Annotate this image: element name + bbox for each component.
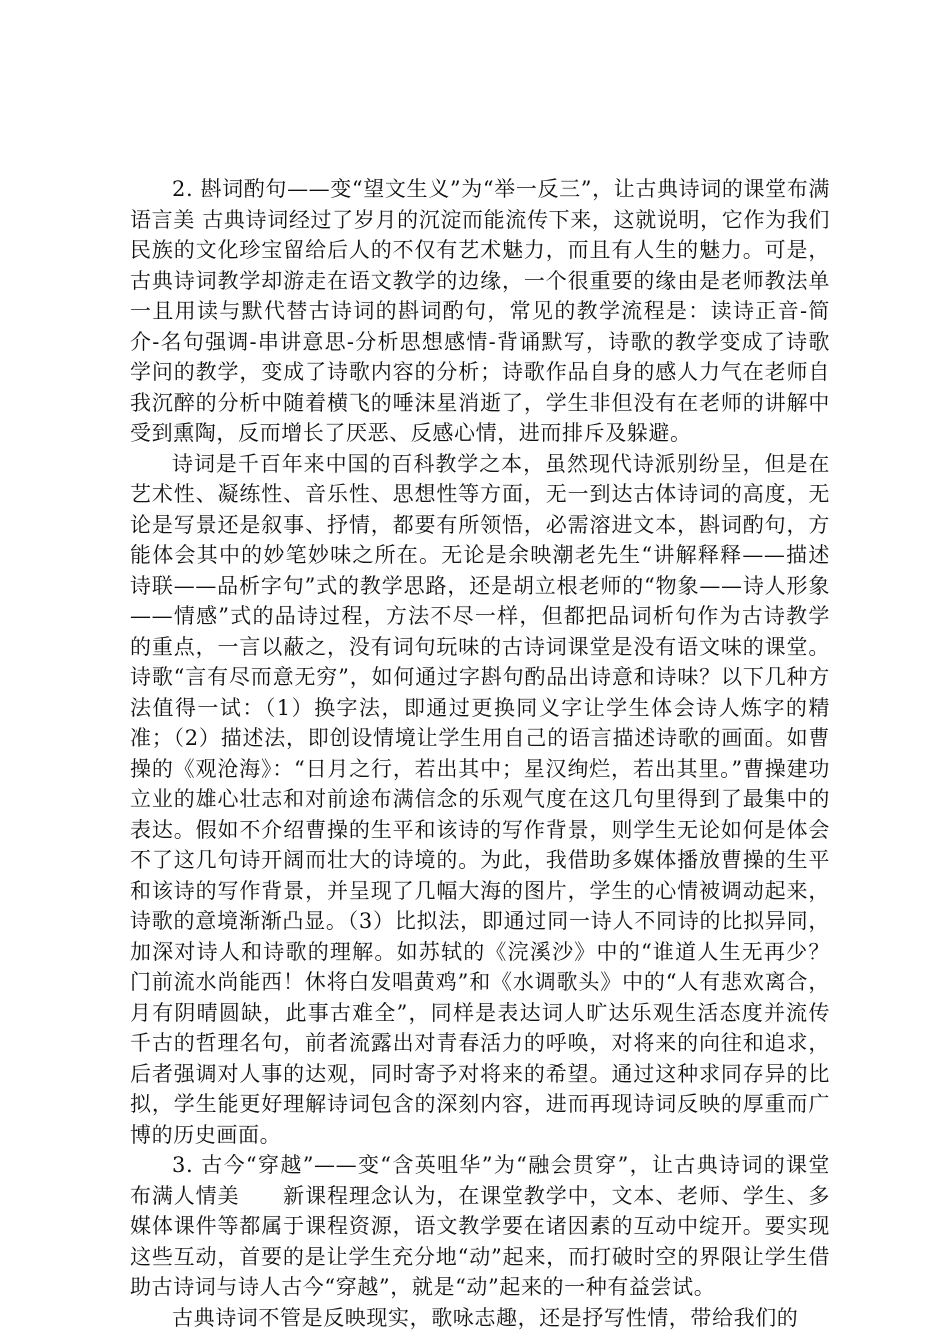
paragraph-poetry-methods: 诗词是千百年来中国的百科教学之本，虽然现代诗派别纷呈，但是在艺术性、凝练性、音乐性、思想性等方面，无一到达古体诗词的高度，无论是写景还是叙事、抒情，都要有所领悟，必需溶进文本，斟词酌句，方能体会其中的妙笔妙味之所在。无论是余映潮老先生“讲解释释——描述诗联——品析字句”式的教学思路，还是胡立根老师的“物象——诗人形象——情感”式的品诗过程，方法不尽一样，但都把品词析句作为古诗教学的重点，一言以蔽之，没有词句玩味的古诗词课堂是没有语文味的课堂。诗歌“言有尽而意无穷”，如何通过字斟句酌品出诗意和诗味？以下几种方法值得一试：（1）换字法，即通过更换同义字让学生体会诗人炼字的精准；（2）描述法，即创设情境让学生用自己的语言描述诗歌的画面。如曹操的《观沧海》：“日月之行，若出其中；星汉绚烂，若出其里。”曹操建功立业的雄心壮志和对前途布满信念的乐观气度在这几句里得到了最集中的表达。假如不介绍曹操的生平和该诗的写作背景，则学生无论如何是体会不了这几句诗开阔而壮大的诗境的。为此，我借助多媒体播放曹操的生平和该诗的写作背景，并呈现了几幅大海的图片，学生的心情被调动起来，诗歌的意境渐渐凸显。（3）比拟法，即通过同一诗人不同诗的比拟异同，加深对诗人和诗歌的理解。如苏轼的《浣溪沙》中的“谁道人生无再少？门前流水尚能西！休将白发唱黄鸡”和《水调歌头》中的“人有悲欢离合，月有阴晴圆缺，此事古难全”，同样是表达词人旷达乐观生活态度并流传千古的哲理名句，前者流露出对青春活力的呼唤，对将来的向往和追求，后者强调对人事的达观，同时寄予对将来的希望。通过这种求同存异的比拟，学生能更好理解诗词包含的深刻内容，进而再现诗词反映的厚重而广博的历史画面。 [130, 451, 830, 1147]
paragraph-section-3: 3. 古今“穿越”——变“含英咀华”为“融会贯穿”，让古典诗词的课堂布满人情美 新课程理念认为，在课堂教学中，文本、老师、学生、多媒体课件等都属于课程资源，语文教学要在诸因素的互动中绽开。要实现这些互动，首要的是让学生充分地“动”起来，而打破时空的界限让学生借助古诗词与诗人古今“穿越”，就是“动”起来的一种有益尝试。 [130, 1153, 830, 1299]
paragraph-continuation: 古典诗词不管是反映现实，歌咏志趣，还是抒写性情，带给我们的 [172, 1305, 799, 1330]
document-page [130, 174, 830, 1333]
paragraph-section-2: 2. 斟词酌句——变“望文生义”为“举一反三”，让古典诗词的课堂布满语言美 古典诗词经过了岁月的沉淀而能流传下来，这就说明，它作为我们民族的文化珍宝留给后人的不仅有艺术魅力，而且有人生的魅力。可是，古典诗词教学却游走在语文教学的边缘，一个很重要的缘由是老师教法单一且用读与默代替古诗词的斟词酌句，常见的教学流程是：读诗正音-简介-名句强调-串讲意思-分析思想感情-背诵默写，诗歌的教学变成了诗歌学问的教学，变成了诗歌内容的分析；诗歌作品自身的感人力气在老师自我沉醉的分析中随着横飞的唾沫星消逝了，学生非但没有在老师的讲解中受到熏陶，反而增长了厌恶、反感心情，进而排斥及躲避。 [130, 177, 830, 445]
